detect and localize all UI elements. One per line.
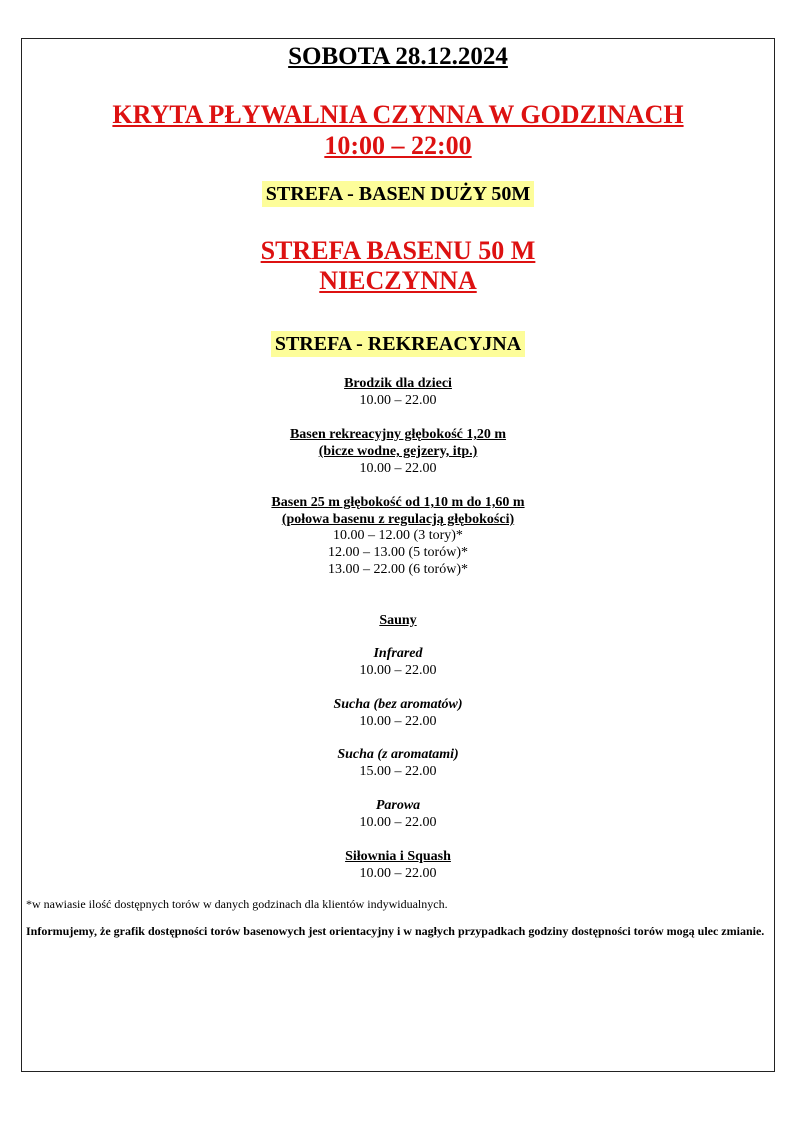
info-note: Informujemy, że grafik dostępności torów basenowych jest orientacyjny i w nagłych przypadkach godziny dostępności torów mogą ulec zmianie. bbox=[26, 924, 765, 938]
zone-big-label-wrap bbox=[22, 183, 774, 206]
sauna-name: Sucha (bez aromatów) bbox=[333, 697, 463, 712]
zone-big-label: STREFA - BASEN DUŻY 50M bbox=[262, 181, 534, 207]
sauna-name: Parowa bbox=[375, 798, 421, 813]
pool25-slot: 12.00 – 13.00 (5 torów)* bbox=[328, 545, 468, 560]
zone-big-closed-line1: STREFA BASENU 50 M bbox=[260, 236, 536, 265]
pool-hours-line2: 10:00 – 22:00 bbox=[324, 131, 472, 160]
gym-title: Siłownia i Squash bbox=[345, 849, 451, 864]
gym-hours: 10.00 – 22.00 bbox=[359, 866, 437, 881]
pool25-title: Basen 25 m głębokość od 1,10 m do 1,60 m bbox=[271, 495, 525, 510]
sauna-hours: 10.00 – 22.00 bbox=[359, 815, 437, 830]
pool25-slot: 13.00 – 22.00 (6 torów)* bbox=[328, 562, 468, 577]
pool-hours-line1: KRYTA PŁYWALNIA CZYNNA W GODZINACH bbox=[112, 100, 684, 129]
lanes-footnote: *w nawiasie ilość dostępnych torów w danych godzinach dla klientów indywidualnych. bbox=[26, 897, 448, 911]
pool25-subtitle: (połowa basenu z regulacją głębokości) bbox=[281, 512, 515, 527]
rec-pool-subtitle: (bicze wodne, gejzery, itp.) bbox=[318, 444, 478, 459]
saunas-heading: Sauny bbox=[379, 613, 417, 628]
sauna-hours: 10.00 – 22.00 bbox=[359, 663, 437, 678]
sauna-hours: 15.00 – 22.00 bbox=[359, 764, 437, 779]
zone-recreation-label: STREFA - REKREACYJNA bbox=[271, 331, 525, 357]
zone-big-closed-line2: NIECZYNNA bbox=[319, 266, 477, 295]
sauna-name: Sucha (z aromatami) bbox=[337, 747, 459, 762]
zone-recreation-label-wrap bbox=[22, 333, 774, 356]
schedule-frame bbox=[21, 38, 775, 1072]
sauna-name: Infrared bbox=[373, 646, 423, 661]
kids-pool-hours: 10.00 – 22.00 bbox=[359, 393, 437, 408]
date-title: SOBOTA 28.12.2024 bbox=[288, 43, 508, 70]
pool25-slot: 10.00 – 12.00 (3 tory)* bbox=[333, 528, 463, 543]
kids-pool-title: Brodzik dla dzieci bbox=[344, 376, 452, 391]
rec-pool-hours: 10.00 – 22.00 bbox=[359, 461, 437, 476]
sauna-hours: 10.00 – 22.00 bbox=[359, 714, 437, 729]
rec-pool-title: Basen rekreacyjny głębokość 1,20 m bbox=[289, 427, 507, 442]
